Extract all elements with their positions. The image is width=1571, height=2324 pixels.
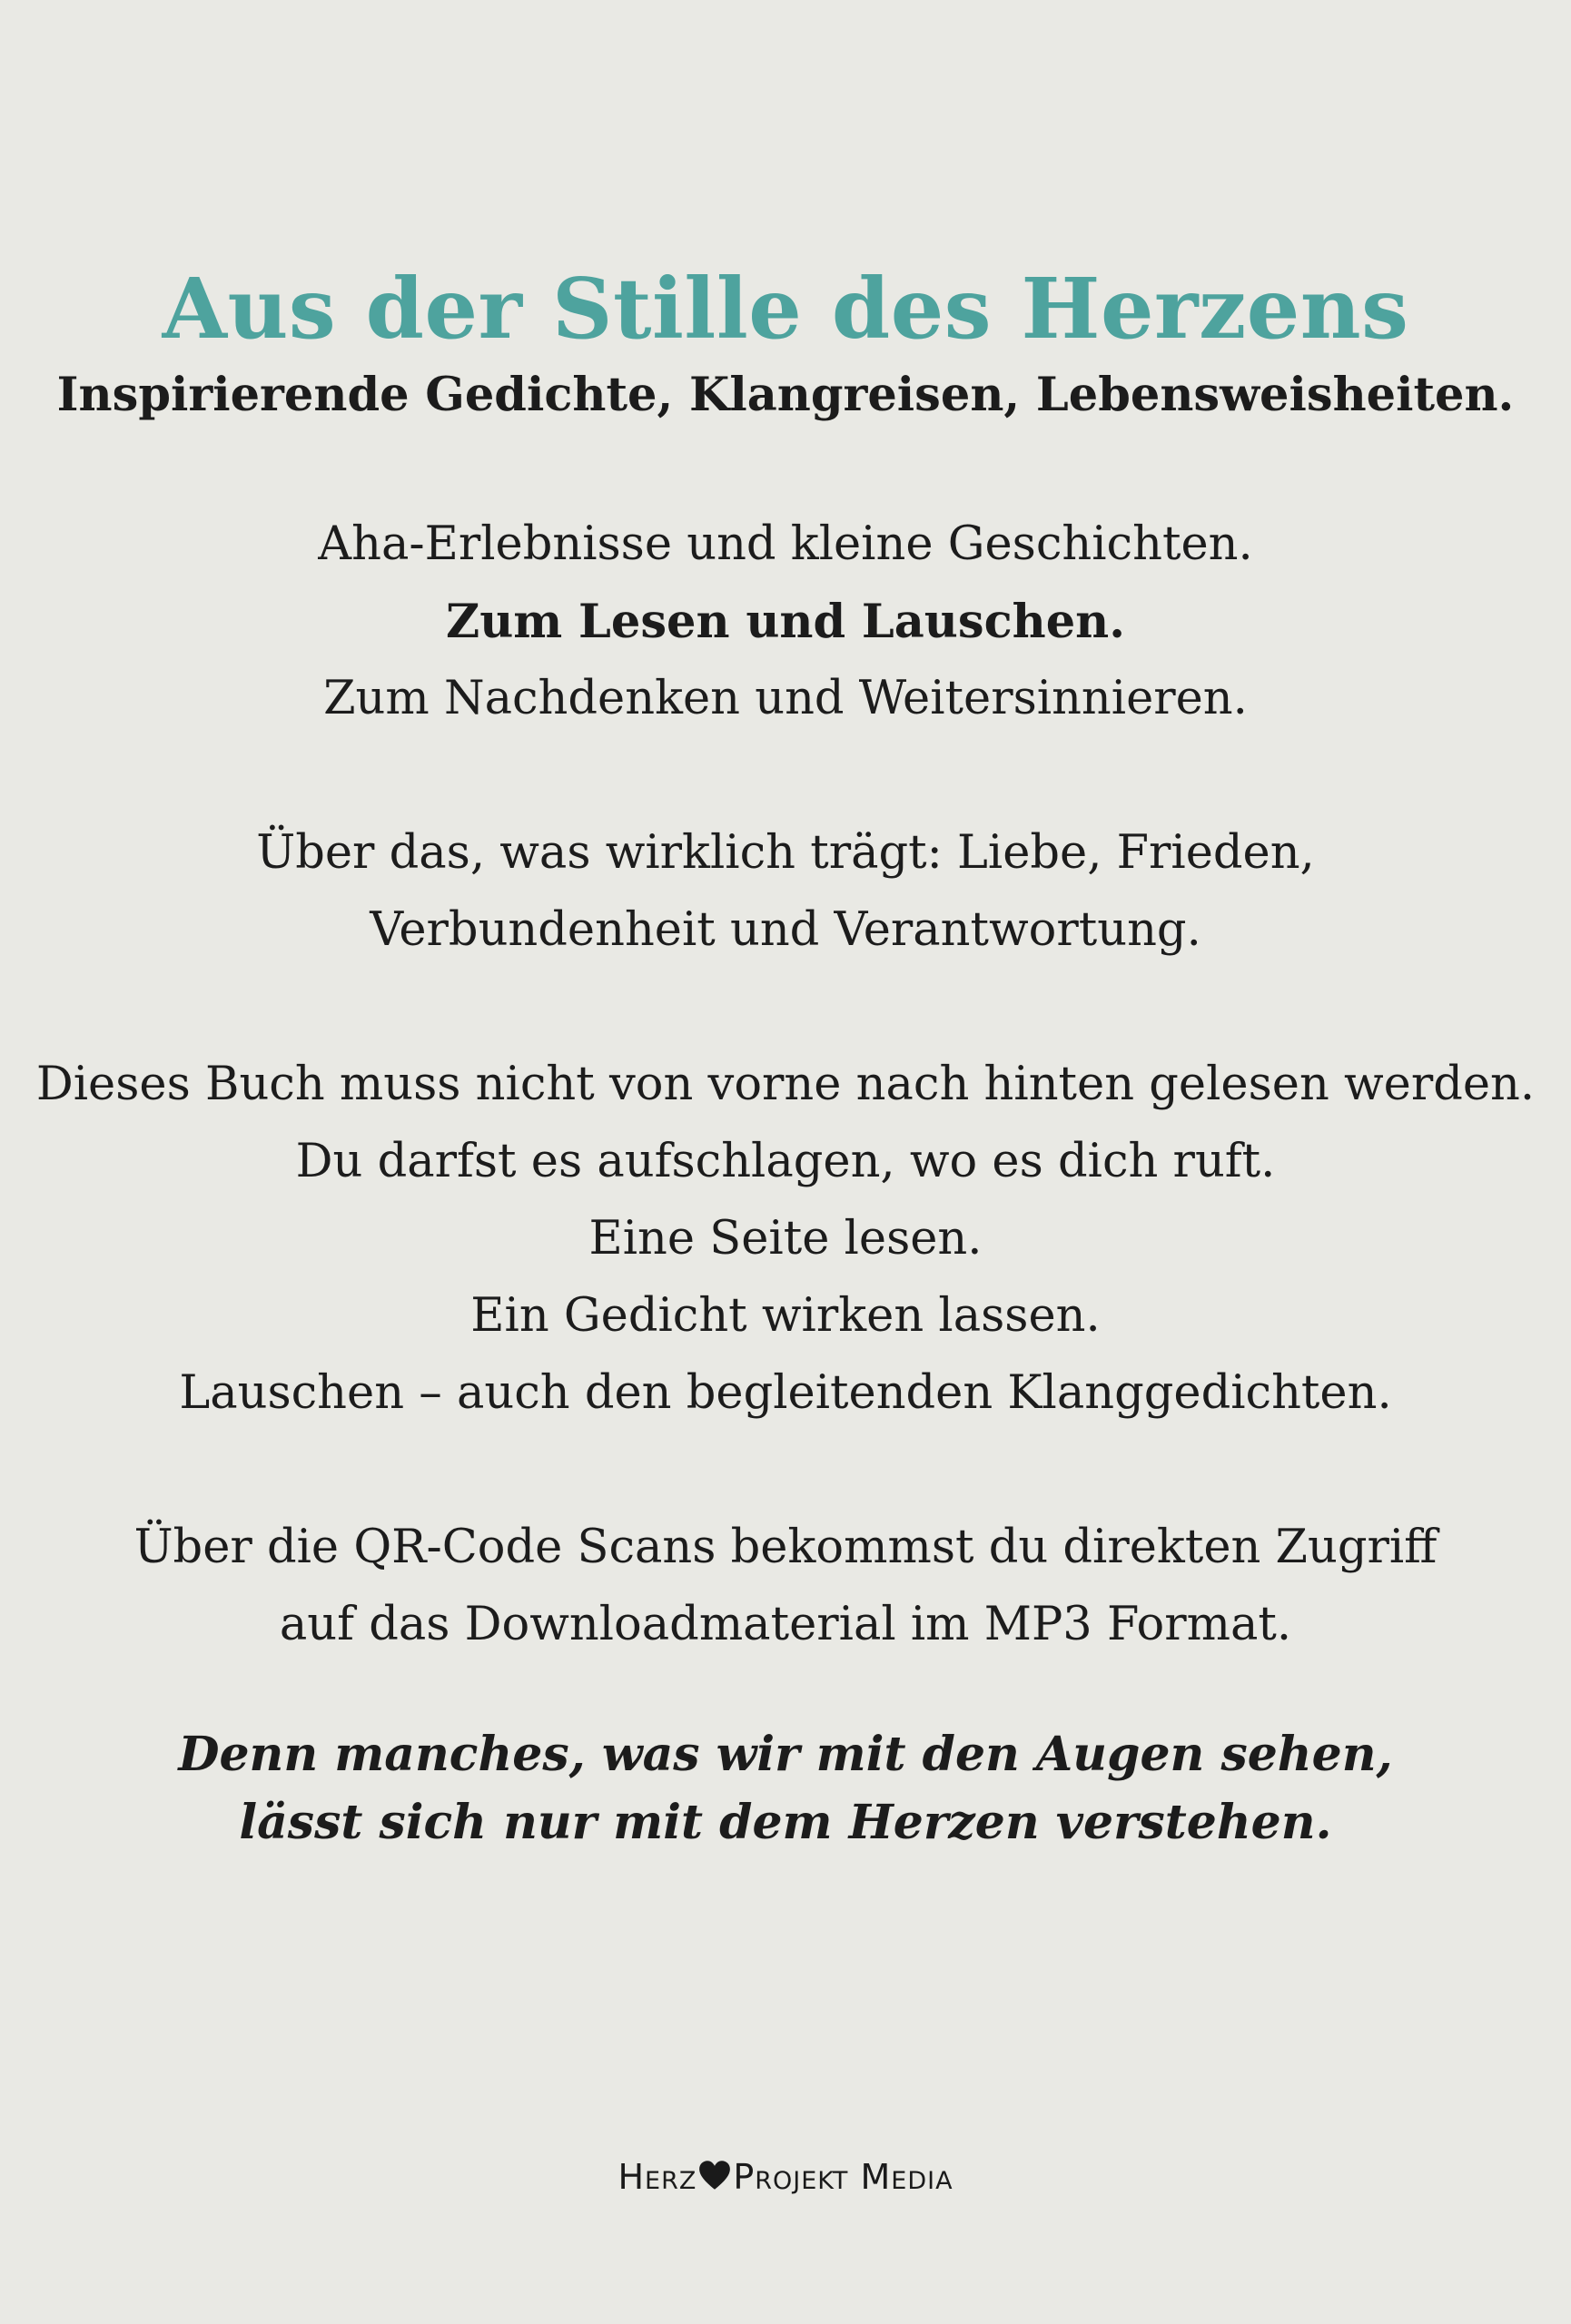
publisher-name-part2: Projekt Media [733,2157,953,2197]
text-line: Über die QR-Code Scans bekommst du direkten Zugriff [133,1521,1438,1574]
publisher-logo [0,2152,1571,2202]
heart-icon [698,2160,731,2191]
text-line: Zum Nachdenken und Weitersinnieren. [323,672,1248,725]
text-line: auf das Downloadmaterial im MP3 Format. [279,1598,1292,1651]
text-line: Aha-Erlebnisse und kleine Geschichten. [318,517,1253,571]
text-line: Du darfst es aufschlagen, wo es dich ruft. [295,1135,1276,1188]
book-subtitle: Inspirierende Gedichte, Klangreisen, Lebensweisheiten. [56,368,1515,422]
quote-line: lässt sich nur mit dem Herzen verstehen. [239,1795,1332,1850]
book-title: Aus der Stille des Herzens [162,260,1409,358]
quote-line: Denn manches, was wir mit den Augen sehen, [178,1727,1393,1782]
text-line: Eine Seite lesen. [588,1212,983,1265]
publisher-name-part1: Herz [618,2157,697,2197]
text-line: Verbundenheit und Verantwortung. [370,903,1201,957]
text-line-bold: Zum Lesen und Lauschen. [445,595,1126,649]
text-line: Dieses Buch muss nicht von vorne nach hinten gelesen werden. [35,1058,1536,1111]
text-line: Über das, was wirklich trägt: Liebe, Frieden, [256,826,1315,880]
text-line: Ein Gedicht wirken lassen. [470,1289,1101,1343]
text-line: Lauschen – auch den begleitenden Klanggedichten. [179,1366,1392,1420]
